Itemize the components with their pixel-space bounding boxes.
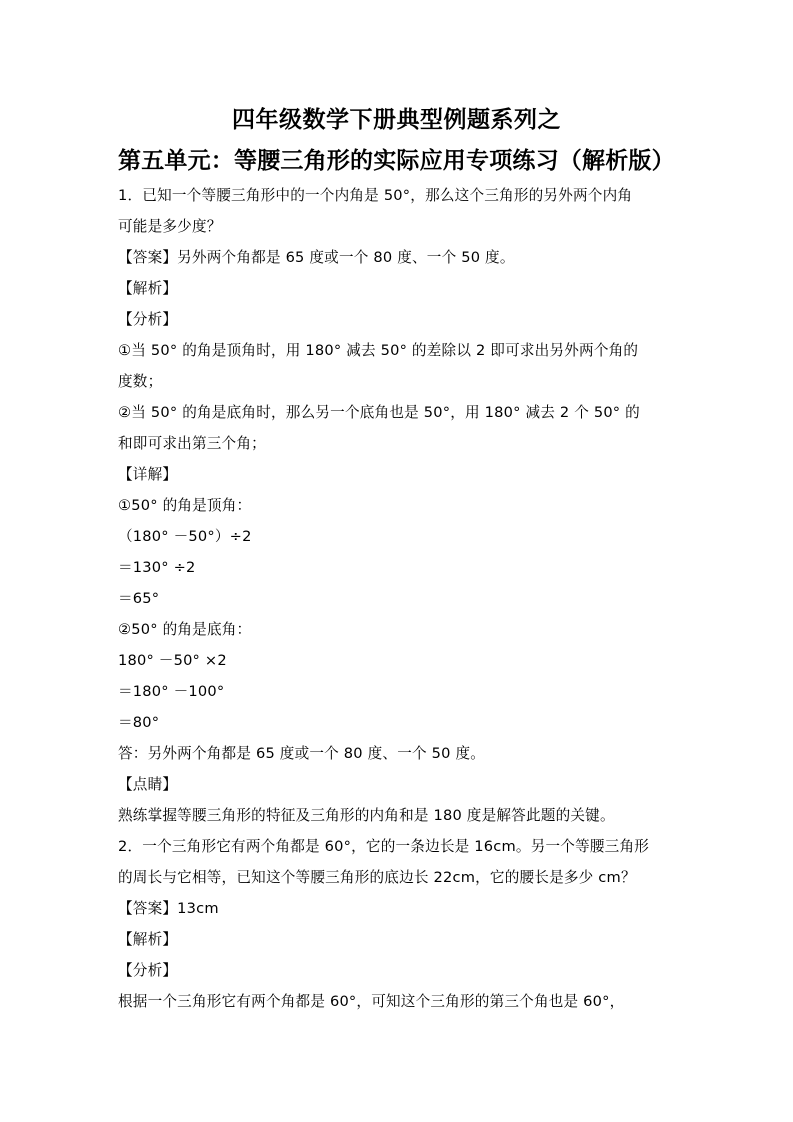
analysis-heading-2: 【解析】 bbox=[118, 931, 178, 948]
key-point-heading-1: 【点睛】 bbox=[118, 776, 178, 793]
answer-label-2: 【答案】13cm bbox=[118, 900, 219, 917]
analysis-heading-1: 【解析】 bbox=[118, 280, 178, 297]
detail-heading-1: 【详解】 bbox=[118, 466, 178, 483]
detail-line: ②50° 的角是底角： bbox=[118, 621, 252, 638]
detail-line: ＝180° －100° bbox=[118, 683, 225, 700]
question-1-line-2: 可能是多少度？ bbox=[118, 218, 222, 235]
analysis-text-line: 度数； bbox=[118, 373, 163, 390]
detail-line: ＝130° ÷2 bbox=[118, 559, 196, 576]
detail-line: （180° －50°）÷2 bbox=[118, 528, 252, 545]
analysis-text-line: ①当 50° 的角是顶角时，用 180° 减去 50° 的差除以 2 即可求出另外两个角的 bbox=[118, 342, 639, 359]
detail-line: 180° －50° ×2 bbox=[118, 652, 227, 669]
analysis-subheading-1: 【分析】 bbox=[118, 311, 178, 328]
analysis-text-line: 和即可求出第三个角； bbox=[118, 435, 266, 452]
detail-line: ①50° 的角是顶角： bbox=[118, 497, 252, 514]
question-2-line-2: 的周长与它相等，已知这个等腰三角形的底边长 22cm，它的腰长是多少 cm？ bbox=[118, 869, 636, 886]
final-answer-1: 答：另外两个角都是 65 度或一个 80 度、一个 50 度。 bbox=[118, 745, 486, 762]
analysis-text-line-2: 根据一个三角形它有两个角都是 60°，可知这个三角形的第三个角也是 60°， bbox=[118, 993, 625, 1010]
analysis-text-line: ②当 50° 的角是底角时，那么另一个底角也是 50°，用 180° 减去 2 个 50° 的 bbox=[118, 404, 640, 421]
key-point-text-1: 熟练掌握等腰三角形的特征及三角形的内角和是 180 度是解答此题的关键。 bbox=[118, 807, 615, 824]
detail-line: ＝65° bbox=[118, 590, 160, 607]
document-title: 四年级数学下册典型例题系列之 bbox=[232, 107, 561, 133]
detail-line: ＝80° bbox=[118, 714, 160, 731]
answer-label-1: 【答案】另外两个角都是 65 度或一个 80 度、一个 50 度。 bbox=[118, 249, 515, 266]
document-subtitle: 第五单元：等腰三角形的实际应用专项练习（解析版） bbox=[118, 148, 675, 174]
question-2-line-1: 2．一个三角形它有两个角都是 60°，它的一条边长是 16cm。另一个等腰三角形 bbox=[118, 838, 650, 855]
question-1-line-1: 1．已知一个等腰三角形中的一个内角是 50°，那么这个三角形的另外两个内角 bbox=[118, 187, 633, 204]
analysis-subheading-2: 【分析】 bbox=[118, 962, 178, 979]
